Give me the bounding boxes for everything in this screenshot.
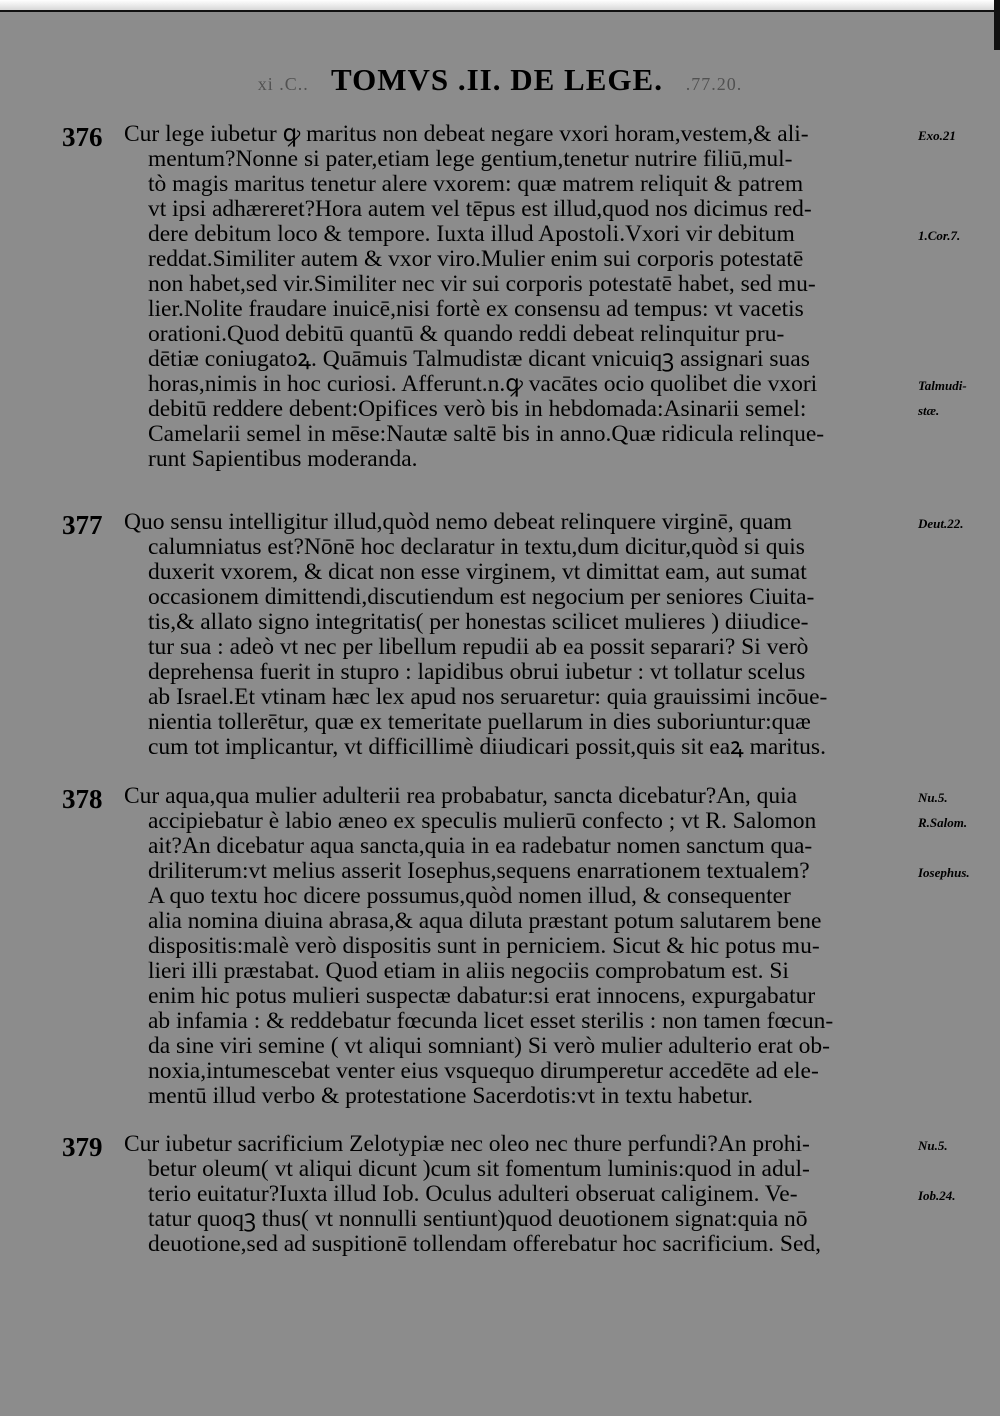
margin-reference: Iob.24.	[918, 1188, 956, 1203]
running-header	[0, 62, 1000, 102]
text-line: nientia tollerētur, quæ ex temeritate puellarum in dies suboriuntur:quæ	[148, 710, 811, 735]
page-title: TOMVS .II. DE LEGE.	[331, 62, 663, 97]
text-line: deprehensa fuerit in stupro : lapidibus obrui iubetur : vt tollatur scelus	[148, 660, 806, 685]
text-line: cum tot implicantur, vt difficillimè diiudicari possit,quis sit eaꝝ maritus.	[148, 735, 826, 760]
text-line: debitū reddere debent:Opifices verò bis in hebdomada:Asinarii semel:	[148, 397, 807, 422]
text-line: orationi.Quod debitū quantū & quando reddi debeat relinquitur pru-	[148, 322, 785, 347]
text-line: mentū illud verbo & protestatione Sacerdotis:vt in textu habetur.	[148, 1084, 753, 1109]
text-line: accipiebatur è labio æneo ex speculis mulierū confecto ; vt R. Salomon	[148, 809, 817, 834]
text-line: calumniatus est?Nōnē hoc declaratur in textu,dum dicitur,quòd si quis	[148, 535, 805, 560]
text-line: tis,& allato signo integritatis( per honestas scilicet mulieres ) diiudice-	[148, 610, 809, 635]
text-line: da sine viri semine ( vt aliqui somniant) Si verò mulier adulterio erat ob-	[148, 1034, 830, 1059]
text-line: A quo textu hoc dicere possumus,quòd nomen illud, & consequenter	[148, 884, 791, 909]
margin-reference: Iosephus.	[918, 865, 970, 880]
text-line: deuotione,sed ad suspitionē tollendam offerebatur hoc sacrificium. Sed,	[148, 1232, 822, 1257]
margin-reference: 1.Cor.7.	[918, 228, 961, 243]
text-line: driliterum:vt melius asserit Iosephus,sequens enarrationem textualem?	[148, 859, 810, 884]
text-line: tò magis maritus tenetur alere vxorem: quæ matrem reliquit & patrem	[148, 172, 804, 197]
text-line: dispositis:malè verò dispositis sunt in perniciem. Sicut & hic potus mu-	[148, 934, 820, 959]
text-line: vt ipsi adhæreret?Hora autem vel tēpus est illud,quod nos dicimus red-	[148, 197, 812, 222]
margin-reference: Nu.5.	[918, 1138, 948, 1153]
text-line: terio euitatur?Iuxta illud Iob. Oculus adulteri obseruat caliginem. Ve-	[148, 1182, 798, 1207]
margin-reference: Nu.5.	[918, 790, 948, 805]
text-line: non habet,sed vir.Similiter nec vir sui corporis potestatē habet, sed mu-	[148, 272, 816, 297]
page-corner-mark	[994, 0, 1000, 50]
text-line: runt Sapientibus moderanda.	[148, 447, 418, 472]
entry-number: 379	[62, 1132, 103, 1162]
margin-reference: Exo.21	[918, 128, 956, 143]
text-line: lier.Nolite fraudare inuicē,nisi fortè ex consensu ad tempus: vt vacetis	[148, 297, 804, 322]
text-line: Camelarii semel in mēse:Nautæ saltē bis in anno.Quæ ridicula relinque-	[148, 422, 825, 447]
header-right-mark: .77.20.	[685, 74, 743, 94]
text-line: noxia,intumescebat venter eius vsquequo dirumperetur accedēte ad ele-	[148, 1059, 819, 1084]
text-line: Cur lege iubetur ꝙ maritus non debeat negare vxori horam,vestem,& ali-	[124, 122, 809, 147]
text-line: betur oleum( vt aliqui dicunt )cum sit fomentum luminis:quod in adul-	[148, 1157, 810, 1182]
text-line: reddat.Similiter autem & vxor viro.Mulier enim sui corporis potestatē	[148, 247, 804, 272]
text-line: Quo sensu intelligitur illud,quòd nemo debeat relinquere virginē, quam	[124, 510, 792, 535]
text-line: horas,nimis in hoc curiosi. Afferunt.n.ꝙ vacātes ocio quolibet die vxori	[148, 372, 818, 397]
text-line: dere debitum loco & tempore. Iuxta illud Apostoli.Vxori vir debitum	[148, 222, 795, 247]
text-line: ait?An dicebatur aqua sancta,quia in ea radebatur nomen sanctum qua-	[148, 834, 813, 859]
entry-number: 378	[62, 784, 103, 814]
margin-reference: stæ.	[918, 403, 940, 418]
text-line: Cur iubetur sacrificium Zelotypiæ nec oleo nec thure perfundi?An prohi-	[124, 1132, 810, 1157]
margin-reference: R.Salom.	[918, 815, 968, 830]
text-line: mentum?Nonne si pater,etiam lege gentium,tenetur nutrire filiū,mul-	[148, 147, 793, 172]
text-line: lieri illi præstabat. Quod etiam in aliis negociis comprobatum est. Si	[148, 959, 789, 984]
entry-number: 376	[62, 122, 103, 152]
margin-reference: Deut.22.	[918, 516, 964, 531]
text-line: occasionem dimittendi,discutiendum est negocium per seniores Ciuita-	[148, 585, 815, 610]
page-top-edge	[0, 0, 1000, 12]
text-line: Cur aqua,qua mulier adulterii rea probabatur, sancta dicebatur?An, quia	[124, 784, 798, 809]
entry-number: 377	[62, 510, 103, 540]
text-line: ab infamia : & reddebatur fœcunda licet esset sterilis : non tamen fœcun-	[148, 1009, 834, 1034]
margin-reference: Talmudi-	[918, 378, 967, 393]
text-line: dētiæ coniugatoꝝ. Quāmuis Talmudistæ dicant vnicuiqꝫ assignari suas	[148, 347, 810, 372]
text-line: enim hic potus mulieri suspectæ dabatur:si erat innocens, expurgabatur	[148, 984, 816, 1009]
text-line: tatur quoqꝫ thus( vt nonnulli sentiunt)quod deuotionem signat:quia nō	[148, 1207, 808, 1232]
text-line: ab Israel.Et vtinam hæc lex apud nos seruaretur: quia grauissimi incōue-	[148, 685, 828, 710]
header-left-mark: xi .C..	[257, 74, 309, 94]
text-line: duxerit vxorem, & dicat non esse virginem, vt dimittat eam, aut sumat	[148, 560, 807, 585]
text-line: tur sua : adeò vt nec per libellum repudii ab ea possit separari? Si verò	[148, 635, 809, 660]
text-line: alia nomina diuina abrasa,& aqua diluta præstant potum salutarem bene	[148, 909, 822, 934]
